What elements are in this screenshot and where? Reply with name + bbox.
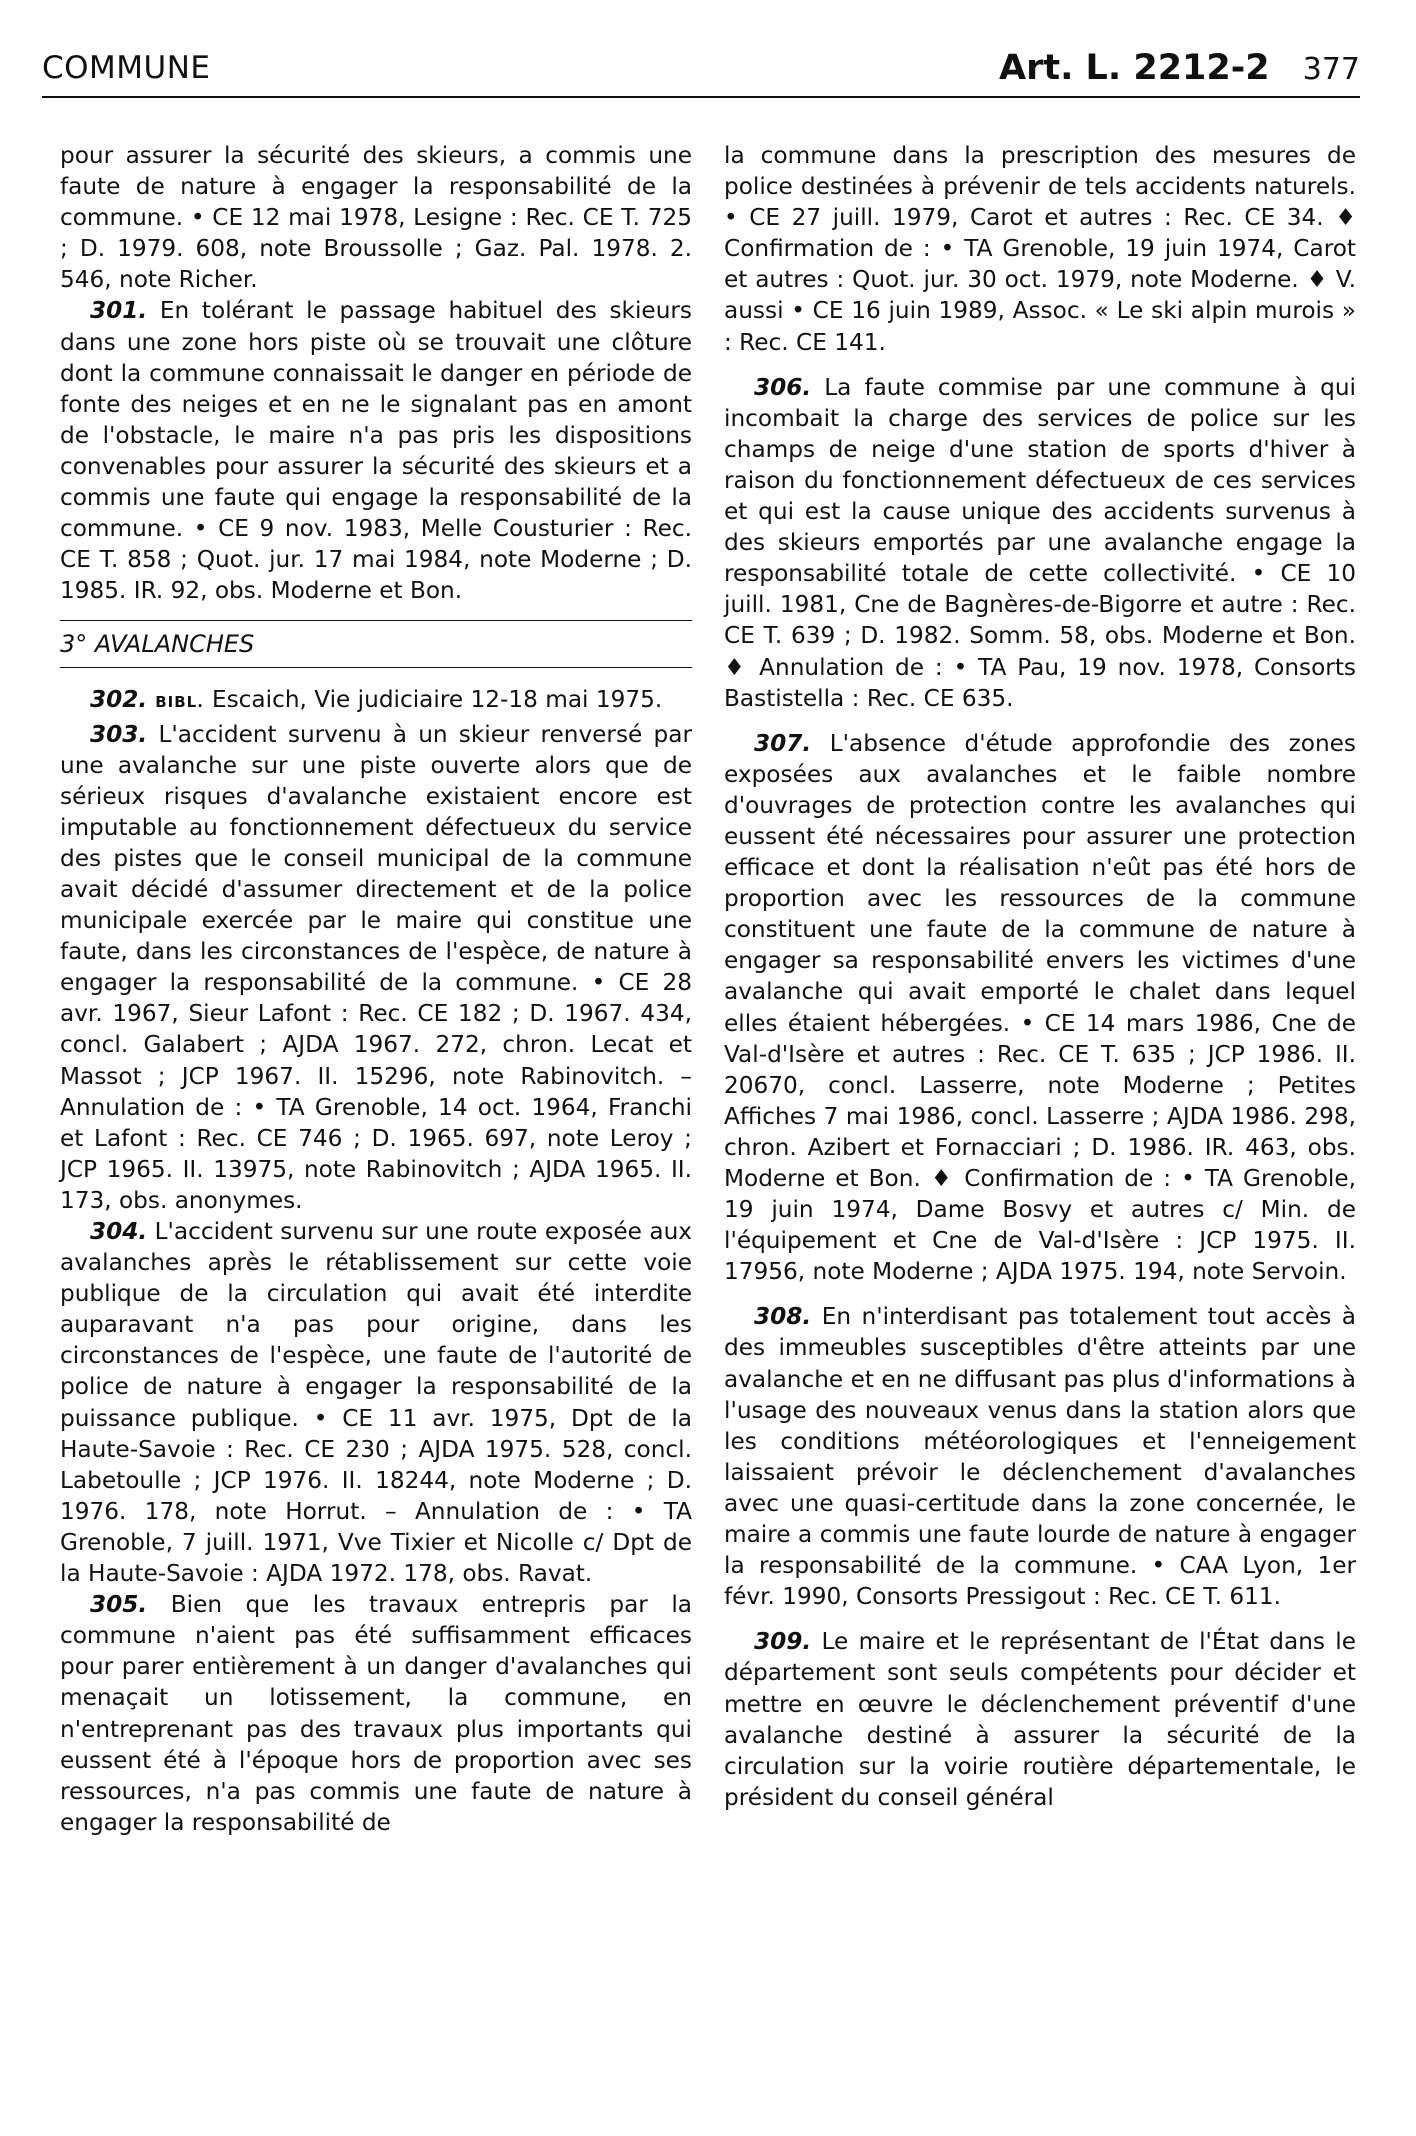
paragraph-number: 302. <box>90 686 148 714</box>
paragraph-text: L'absence d'étude approfondie des zones exposées aux avalanches et le faible nombre d'ouvrages de protection contre les avalanches qui eussent été nécessaires pour assurer une protection efficace et dont la réalisation n'eût pas été hors de proportion avec les ressources de la commune constituent une faute de la commune de nature à engager sa responsabilité envers les victimes d'une avalanche qui avait emporté le chalet dans lequel elles étaient hébergées. • CE 14 mars 1986, Cne de Val-d'Isère et autres : Rec. CE T. 635 ; JCP 1986. II. 20670, concl. Lasserre, note Moderne ; Petites Affiches 7 mai 1986, concl. Lasserre ; AJDA 1986. 298, chron. Azibert et Fornacciari ; D. 1986. IR. 463, obs. Moderne et Bon. ♦ Confirmation de : • TA Grenoble, 19 juin 1974, Dame Bosvy et autres c/ Min. de l'équipement et Cne de Val-d'Isère : JCP 1975. II. 17956, note Moderne ; AJDA 1975. 194, note Servoin. <box>724 729 1356 1286</box>
paragraph-300-continued: pour assurer la sécurité des skieurs, a commis une faute de nature à engager la responsabilité de la commune. • CE 12 mai 1978, Lesigne : Rec. CE T. 725 ; D. 1979. 608, note Broussolle ; Gaz. Pal. 1978. 2. 546, note Richer. <box>60 142 692 294</box>
paragraph-number: 308. <box>754 1303 812 1331</box>
paragraph-text: Le maire et le représentant de l'État dans le département sont seuls compétents pour décider et mettre en œuvre le déclenchement préventif d'une avalanche destiné à assurer la sécurité de la circulation sur la voirie routière départementale, le président du conseil général <box>724 1628 1356 1811</box>
paragraph-number: 304. <box>90 1218 148 1245</box>
paragraph-303 <box>60 719 692 1217</box>
paragraph-number: 309. <box>754 1628 812 1656</box>
paragraph-304 <box>60 1216 692 1589</box>
page-number: 377 <box>1302 52 1360 87</box>
running-header <box>42 46 1360 98</box>
paragraph-text: Bien que les travaux entrepris par la commune n'aient pas été suffisamment efficaces pour parer entièrement à un danger d'avalanches qui menaçait un lotissement, la commune, en n'entreprenant pas des travaux plus importants qui eussent été à l'époque hors de proportion avec ses ressources, n'a pas commis une faute de nature à engager la responsabilité de <box>60 1591 692 1836</box>
paragraph-number: 306. <box>754 373 812 401</box>
paragraph-text: En tolérant le passage habituel des skieurs dans une zone hors piste où se trouvait une clôture dont la commune connaissait le danger en période de fonte des neiges et en ne le signalant pas en amont de l'obstacle, le maire n'a pas pris les dispositions convenables pour assurer la sécurité des skieurs et a commis une faute qui engage la responsabilité de la commune. • CE 9 nov. 1983, Melle Cousturier : Rec. CE T. 858 ; Quot. jur. 17 mai 1984, note Moderne ; D. 1985. IR. 92, obs. Moderne et Bon. <box>60 297 692 605</box>
paragraph-number: 301. <box>90 297 148 325</box>
paragraph-306 <box>724 372 1356 714</box>
paragraph-305 <box>60 1589 692 1838</box>
header-section-title: COMMUNE <box>42 50 211 86</box>
paragraph-308 <box>724 1301 1356 1612</box>
paragraph-text: En n'interdisant pas totalement tout accès à des immeubles susceptibles d'être atteints par une avalanche et en ne diffusant pas plus d'informations à l'usage des nouveaux venus dans la station alors que les conditions météorologiques et l'enneigement laissaient prévoir le déclenchement d'avalanches avec une quasi-certitude dans la zone concernée, le maire a commis une faute lourde de nature à engager la responsabilité de la commune. • CAA Lyon, 1er févr. 1990, Consorts Pressigout : Rec. CE T. 611. <box>724 1303 1356 1611</box>
bibliography-marker: BIBL. <box>155 693 204 712</box>
paragraph-number: 305. <box>90 1591 148 1619</box>
paragraph-number: 303. <box>90 720 148 748</box>
paragraph-text: Escaich, Vie judiciaire 12-18 mai 1975. <box>211 686 663 714</box>
paragraph-302 <box>60 684 692 718</box>
section-heading-label: 3° AVALANCHES <box>60 630 255 659</box>
paragraph-text: L'accident survenu à un skieur renversé par une avalanche sur une piste ouverte alors que de sérieux risques d'avalanche existaient encore est imputable au fonctionnement défectueux du service des pistes que le conseil municipal de la commune avait décidé d'assumer directement et de la police municipale exercée par le maire qui constitue une faute, dans les circonstances de l'espèce, de nature à engager la responsabilité de la commune. • CE 28 avr. 1967, Sieur Lafont : Rec. CE 182 ; D. 1967. 434, concl. Galabert ; AJDA 1967. 272, chron. Lecat et Massot ; JCP 1967. II. 15296, note Rabinovitch. – Annulation de : • TA Grenoble, 14 oct. 1964, Franchi et Lafont : Rec. CE 746 ; D. 1965. 697, note Leroy ; JCP 1965. II. 13975, note Rabinovitch ; AJDA 1965. II. 173, obs. anonymes. <box>60 720 692 1214</box>
paragraph-309 <box>724 1626 1356 1813</box>
paragraph-305-continued: la commune dans la prescription des mesures de police destinées à prévenir de tels accidents naturels. • CE 27 juill. 1979, Carot et autres : Rec. CE 34. ♦ Confirmation de : • TA Grenoble, 19 juin 1974, Carot et autres : Quot. jur. 30 oct. 1979, note Moderne. ♦ V. aussi • CE 16 juin 1989, Assoc. « Le ski alpin murois » : Rec. CE 141. <box>724 142 1356 356</box>
header-article: Art. L. 2212-2 <box>999 48 1270 88</box>
right-column <box>724 140 1356 1813</box>
paragraph-301 <box>60 295 692 606</box>
section-heading-avalanches <box>60 620 692 668</box>
left-column <box>60 140 692 1838</box>
header-article-ref <box>999 48 1360 88</box>
paragraph-text: L'accident survenu sur une route exposée aux avalanches après le rétablissement sur cette voie publique de la circulation qui avait été interdite auparavant n'a pas pour origine, dans les circonstances de l'espèce, une faute de l'autorité de police de nature à engager la responsabilité de la puissance publique. • CE 11 avr. 1975, Dpt de la Haute-Savoie : Rec. CE 230 ; AJDA 1975. 528, concl. Labetoulle ; JCP 1976. II. 18244, note Moderne ; D. 1976. 178, note Horrut. – Annulation de : • TA Grenoble, 7 juill. 1971, Vve Tixier et Nicolle c/ Dpt de la Haute-Savoie : AJDA 1972. 178, obs. Ravat. <box>60 1218 692 1588</box>
paragraph-text: La faute commise par une commune à qui incombait la charge des services de police sur les champs de neige d'une station de sports d'hiver à raison du fonctionnement défectueux de ces services et qui est la cause unique des accidents survenus à des skieurs emportés par une avalanche engage la responsabilité totale de cette collectivité. • CE 10 juill. 1981, Cne de Bagnères-de-Bigorre et autre : Rec. CE T. 639 ; D. 1982. Somm. 58, obs. Moderne et Bon. ♦ Annulation de : • TA Pau, 19 nov. 1978, Consorts Bastistella : Rec. CE 635. <box>724 373 1356 712</box>
paragraph-number: 307. <box>754 729 812 757</box>
paragraph-307 <box>724 728 1356 1288</box>
